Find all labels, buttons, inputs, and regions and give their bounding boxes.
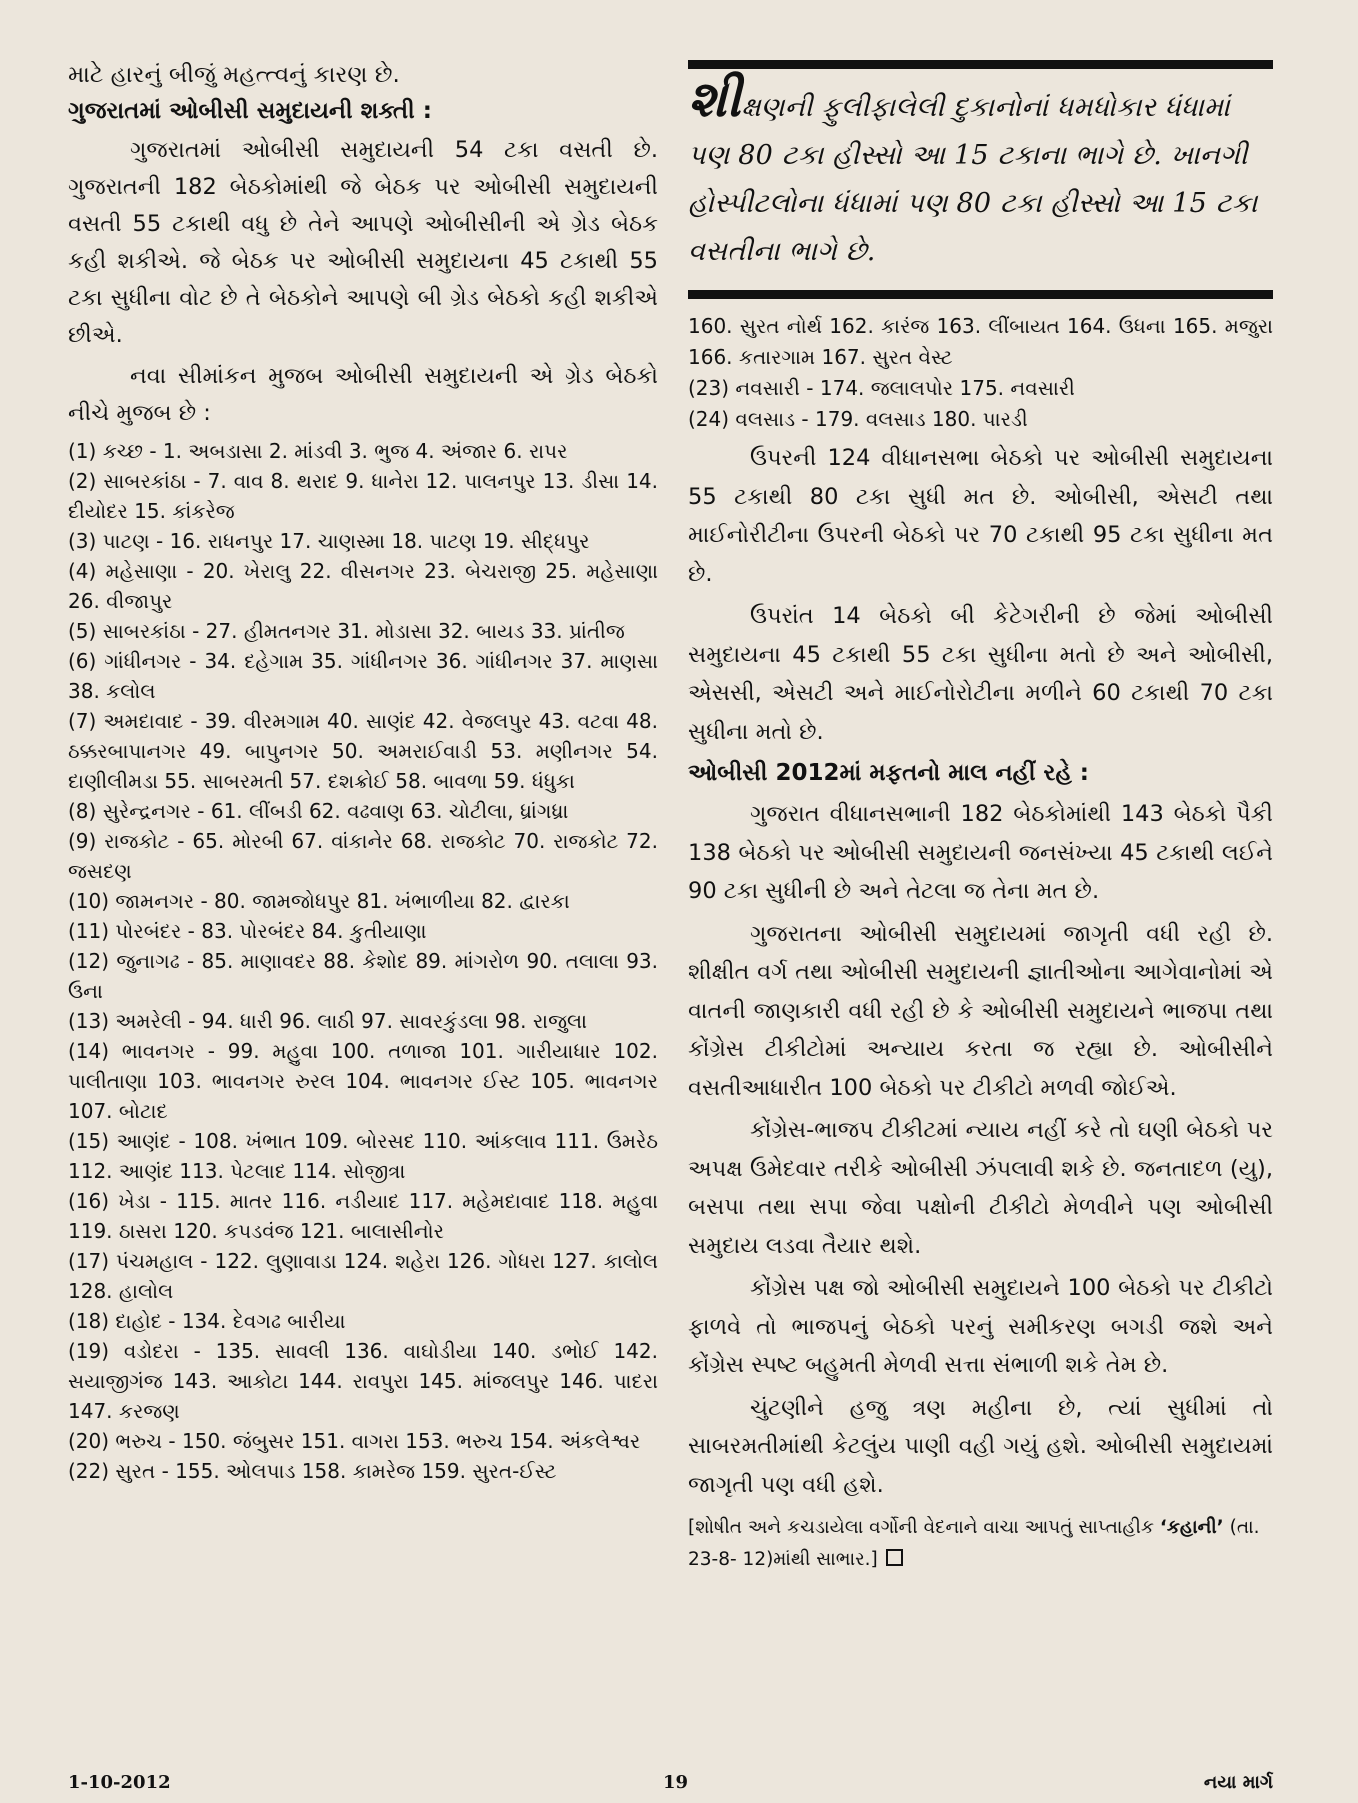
list-item: (15) આણંદ - 108. ખંભાત 109. બોરસદ 110. આંકલાવ 111. ઉમરેઠ 112. આણંદ 113. પેટલાદ 114. સોજીત્રા (68, 1129, 658, 1183)
issue-date: 1-10-2012 (68, 1772, 171, 1793)
left-column (68, 58, 658, 1486)
list-item: (12) જુનાગઢ - 85. માણાવદર 88. કેશોદ 89. માંગરોળ 90. તલાલા 93. ઉના (68, 949, 658, 1003)
list-item: (6) ગાંધીનગર - 34. દહેગામ 35. ગાંધીનગર 36. ગાંધીનગર 37. માણસા 38. કલોલ (68, 649, 658, 703)
right-column (688, 58, 1273, 1576)
constituency-list-continued (688, 311, 1273, 435)
constituency-list (68, 436, 658, 1486)
page-number: 19 (663, 1772, 689, 1793)
list-item: (17) પંચમહાલ - 122. લુણાવાડા 124. શહેરા 126. ગોધરા 127. કાલોલ 128. હાલોલ (68, 1249, 658, 1303)
list-item: (20) ભરુચ - 150. જંબુસર 151. વાગરા 153. ભરુચ 154. અંકલેશ્વર (68, 1429, 641, 1453)
list-item: (8) સુરેન્દ્રનગર - 61. લીંબડી 62. વઢવાણ 63. ચોટીલા, ધ્રાંગધ્રા (68, 799, 569, 823)
list-item: (16) ખેડા - 115. માતર 116. નડીયાદ 117. મહેમદાવાદ 118. મહુવા 119. ઠાસરા 120. કપડવંજ 121. બાલાસીનોર (68, 1189, 658, 1243)
list-item: (19) વડોદરા - 135. સાવલી 136. વાઘોડીયા 140. ડભોઈ 142. સયાજીગંજ 143. આકોટા 144. રાવપુરા 145. માંજલપુર 146. પાદરા 147. કરજણ (68, 1339, 658, 1423)
list-item: (13) અમરેલી - 94. ધારી 96. લાઠી 97. સાવરકુંડલા 98. રાજુલા (68, 1009, 588, 1033)
paragraph: ઉપરની 124 વીધાનસભા બેઠકો પર ઓબીસી સમુદાયના 55 ટકાથી 80 ટકા સુધી મત છે. ઓબીસી, એસટી તથા માઈનોરીટીના ઉપરની બેઠકો પર 70 ટકાથી 95 ટકા સુધીના મત છે. (688, 445, 1273, 587)
magazine-name: નયા માર્ગ (1203, 1772, 1273, 1793)
pull-quote-dropcap: શી (688, 69, 742, 128)
list-item: 160. સુરત નોર્થ 162. કારંજ 163. લીંબાયત 164. ઉધના 165. મજુરા 166. કતારગામ 167. સુરત વેસ્ટ (688, 314, 1273, 369)
list-item: (18) દાહોદ - 134. દેવગઢ બારીયા (68, 1309, 346, 1333)
credit-text: [શોષીત અને કચડાયેલા વર્ગોની વેદનાને વાચા આપતું સાપ્તાહીક (688, 1517, 1154, 1538)
pull-quote-text: ક્ષણની ફુલીફાલેલી દુકાનોનાં ધમધોકાર ધંધામાં પણ 80 ટકા હીસ્સો આ 15 ટકાના ભાગે છે. ખાનગી હોસ્પીટલોના ધંધામાં પણ 80 ટકા હીસ્સો આ 15 ટકા વસતીના ભાગે છે. (688, 92, 1258, 267)
list-item: (2) સાબરકાંઠા - 7. વાવ 8. થરાદ 9. ધાનેરા 12. પાલનપુર 13. ડીસા 14. દીયોદર 15. કાંકરેજ (68, 469, 658, 523)
paragraph: ગુજરાતમાં ઓબીસી સમુદાયની 54 ટકા વસતી છે. ગુજરાતની 182 બેઠકોમાંથી જે બેઠક પર ઓબીસી સમુદાયની વસતી 55 ટકાથી વધુ છે તેને આપણે ઓબીસીની એ ગ્રેડ બેઠક કહી શકીએ. જે બેઠક પર ઓબીસી સમુદાયના 45 ટકાથી 55 ટકા સુધીના વોટ છે તે બેઠકોને આપણે બી ગ્રેડ બેઠકો કહી શકીએ છીએ. (68, 137, 658, 348)
list-item: (7) અમદાવાદ - 39. વીરમગામ 40. સાણંદ 42. વેજલપુર 43. વટવા 48. ઠક્કરબાપાનગર 49. બાપુનગર 50. અમરાઈવાડી 53. મણીનગર 54. દાણીલીમડા 55. સાબરમતી 57. દશક્રોઈ 58. બાવળા 59. ધંધુકા (68, 709, 658, 793)
list-item: (3) પાટણ - 16. રાધનપુર 17. ચાણસ્મા 18. પાટણ 19. સીદ્ધપુર (68, 529, 590, 553)
paragraph: ચુંટણીને હજુ ત્રણ મહીના છે, ત્યાં સુધીમાં તો સાબરમતીમાંથી કેટલુંય પાણી વહી ગયું હશે. ઓબીસી સમુદાયમાં જાગૃતી પણ વધી હશે. (688, 1394, 1273, 1498)
pull-quote-bottom-rule (688, 290, 1273, 299)
credit-publication: ‘કહાની’ (1159, 1517, 1224, 1538)
paragraph: કોંગ્રેસ-ભાજપ ટીકીટમાં ન્યાય નહીં કરે તો ઘણી બેઠકો પર અપક્ષ ઉમેદવાર તરીકે ઓબીસી ઝંપલાવી શકે છે. જનતાદળ (યુ), બસપા તથા સપા જેવા પક્ષોની ટીકીટો મેળવીને પણ ઓબીસી સમુદાય લડવા તૈયાર થશે. (688, 1117, 1273, 1259)
paragraph: નવા સીમાંકન મુજબ ઓબીસી સમુદાયની એ ગ્રેડ બેઠકો નીચે મુજબ છે : (68, 363, 658, 426)
lead-line: માટે હારનું બીજું મહત્ત્વનું કારણ છે. (68, 62, 400, 88)
list-item: (1) કચ્છ - 1. અબડાસા 2. માંડવી 3. ભુજ 4. અંજાર 6. રાપર (68, 439, 568, 463)
pull-quote-top-rule (688, 60, 1273, 69)
list-item: (5) સાબરકાંઠા - 27. હીમતનગર 31. મોડાસા 32. બાયડ 33. પ્રાંતીજ (68, 619, 625, 643)
paragraph: કોંગ્રેસ પક્ષ જો ઓબીસી સમુદાયને 100 બેઠકો પર ટીકીટો ફાળવે તો ભાજપનું બેઠકો પરનું સમીકરણ બગડી જશે અને કોંગ્રેસ સ્પષ્ટ બહુમતી મેળવી સત્તા સંભાળી શકે તેમ છે. (688, 1275, 1273, 1378)
section-heading-obc-strength: ગુજરાતમાં ઓબીસી સમુદાયની શક્તી : (68, 98, 432, 124)
page-footer (68, 1772, 1273, 1796)
list-item: (11) પોરબંદર - 83. પોરબંદર 84. કુતીયાણા (68, 919, 427, 943)
list-item: (22) સુરત - 155. ઓલપાડ 158. કામરેજ 159. સુરત-ઈસ્ટ (68, 1459, 557, 1483)
end-mark-icon (886, 1549, 903, 1566)
source-credit (688, 1512, 1273, 1576)
list-item: (24) વલસાડ - 179. વલસાડ 180. પારડી (688, 407, 1028, 431)
list-item: (10) જામનગર - 80. જામજોધપુર 81. ખંભાળીયા 82. દ્વારકા (68, 889, 570, 913)
paragraph: ઉપરાંત 14 બેઠકો બી કેટેગરીની છે જેમાં ઓબીસી સમુદાયના 45 ટકાથી 55 ટકા સુધીના મતો છે અને ઓબીસી, એસસી, એસટી અને માઈનોરોટીના મળીને 60 ટકાથી 70 ટકા સુધીના મતો છે. (688, 603, 1273, 745)
paragraph: ગુજરાતના ઓબીસી સમુદાયમાં જાગૃતી વધી રહી છે. શીક્ષીત વર્ગ તથા ઓબીસી સમુદાયની જ્ઞાતીઓના આગેવાનોમાં એ વાતની જાણકારી વધી રહી છે કે ઓબીસી સમુદાયને ભાજપા તથા કોંગ્રેસ ટીકીટોમાં અન્યાય કરતા જ રહ્યા છે. ઓબીસીને વસતીઆધારીત 100 બેઠકો પર ટીકીટો મળવી જોઈએ. (688, 920, 1273, 1101)
section-heading-obc-2012: ઓબીસી 2012માં મફતનો માલ નહીં રહે : (688, 760, 1090, 786)
list-item: (14) ભાવનગર - 99. મહુવા 100. તળાજા 101. ગારીયાધાર 102. પાલીતાણા 103. ભાવનગર રુરલ 104. ભાવનગર ઈસ્ટ 105. ભાવનગર 107. બોટાદ (68, 1039, 658, 1123)
list-item: (4) મહેસાણા - 20. ખેરાલુ 22. વીસનગર 23. બેચરાજી 25. મહેસાણા 26. વીજાપુર (68, 559, 658, 613)
list-item: (9) રાજકોટ - 65. મોરબી 67. વાંકાનેર 68. રાજકોટ 70. રાજકોટ 72. જસદણ (68, 829, 658, 883)
list-item: (23) નવસારી - 174. જલાલપોર 175. નવસારી (688, 376, 1075, 400)
credit-date: (તા. 23-8- 12)માંથી સાભાર.] (688, 1517, 1260, 1570)
paragraph: ગુજરાત વીધાનસભાની 182 બેઠકોમાંથી 143 બેઠકો પૈકી 138 બેઠકો પર ઓબીસી સમુદાયની જનસંખ્યા 45 ટકાથી લઈને 90 ટકા સુધીની છે અને તેટલા જ તેના મત છે. (688, 801, 1273, 904)
pull-quote (688, 69, 1273, 276)
